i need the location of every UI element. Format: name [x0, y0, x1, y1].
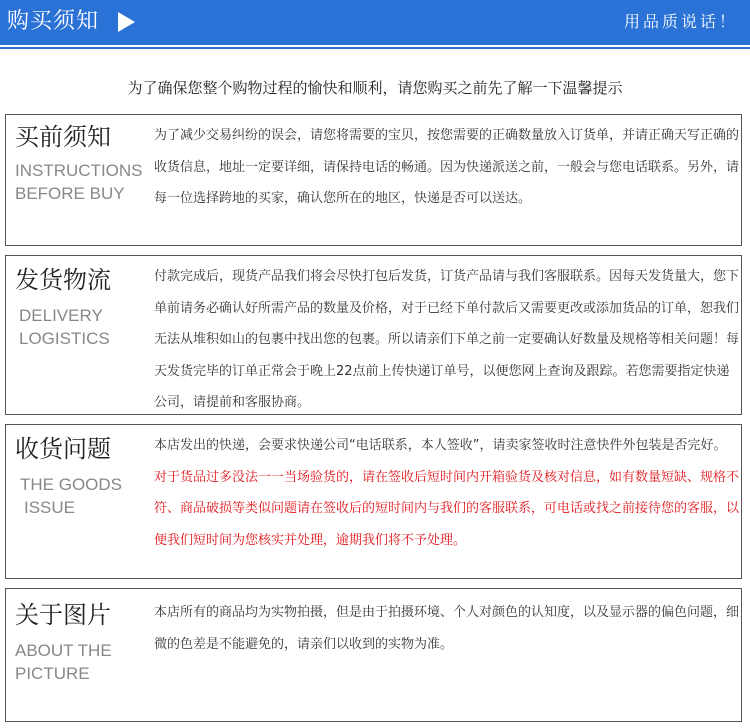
section-picture	[5, 588, 742, 722]
section-subtitle-line1: INSTRUCTIONS	[15, 161, 143, 180]
section-subtitle-line1: DELIVERY	[19, 306, 103, 325]
section-subtitle-en	[15, 159, 150, 205]
header-divider	[0, 47, 750, 49]
header-title: 购买须知	[7, 9, 100, 34]
section-body: 为了减少交易纠纷的误会，请您将需要的宝贝，按您需要的正确数量放入订货单，并请正确天写正确的收货信息，地址一定要详细，请保持电话的畅通。因为快递派送之前，一般会与您电话联系。另外，请每一位选择跨地的买家，确认您所在的地区，快递是否可以送达。	[154, 128, 740, 206]
section-delivery	[5, 255, 742, 415]
section-subtitle-en	[20, 473, 155, 519]
section-title: 买前须知	[15, 123, 111, 151]
section-instructions	[5, 114, 742, 246]
header-banner	[0, 0, 750, 45]
section-body-text: 本店发出的快递，会要求快递公司“电话联系，本人签收”，请卖家签收时注意快件外包装是否完好。	[154, 438, 727, 453]
section-subtitle-en	[15, 639, 150, 685]
section-subtitle-line1: THE GOODS	[20, 475, 123, 494]
section-title: 关于图片	[15, 601, 111, 629]
section-body: 付款完成后，现货产品我们将会尽快打包后发货，订货产品请与我们客服联系。因每天发货量大，您下单前请务必确认好所需产品的数量及价格，对于已经下单付款后又需要更改或添加货品的订单，恕我们无法从堆积如山的包裹中找出您的包裹。所以请亲们下单之前一定要确认好数量及规格等相关问题！每天发货完毕的订单正常会于晚上22点前上传快递订单号，以便您网上查询及跟踪。若您需要指定快递公司，请提前和客服协商。	[154, 269, 740, 410]
section-subtitle-line2: LOGISTICS	[19, 329, 110, 348]
play-arrow-icon	[118, 12, 135, 32]
section-subtitle-line1: ABOUT THE	[15, 641, 112, 660]
intro-text: 为了确保您整个购物过程的愉快和顺利，请您购买之前先了解一下温馨提示	[127, 79, 623, 97]
section-body: 本店所有的商品均为实物拍摄，但是由于拍摄环境、个人对颜色的认知度，以及显示器的偏色问题，细微的色差是不能避免的，请亲们以收到的实物为准。	[154, 605, 740, 652]
section-subtitle-line2: BEFORE BUY	[15, 184, 125, 203]
section-body-warning: 对于货品过多没法一一当场验货的，请在签收后短时间内开箱验货及核对信息，如有数量短缺、规格不符、商品破损等类似问题请在签收后的短时间内与我们的客服联系，可电话或找之前接待您的客服，以便我们短时间为您核实并处理，逾期我们将不予处理。	[154, 469, 740, 548]
section-title: 发货物流	[15, 266, 111, 294]
section-title: 收货问题	[15, 435, 111, 463]
header-tagline: 用品质说话！	[623, 12, 738, 31]
section-subtitle-line2: ISSUE	[24, 498, 76, 517]
section-subtitle-en	[19, 304, 154, 350]
section-subtitle-line2: PICTURE	[15, 664, 90, 683]
section-goods-issue	[5, 424, 742, 579]
section-body	[154, 430, 739, 556]
